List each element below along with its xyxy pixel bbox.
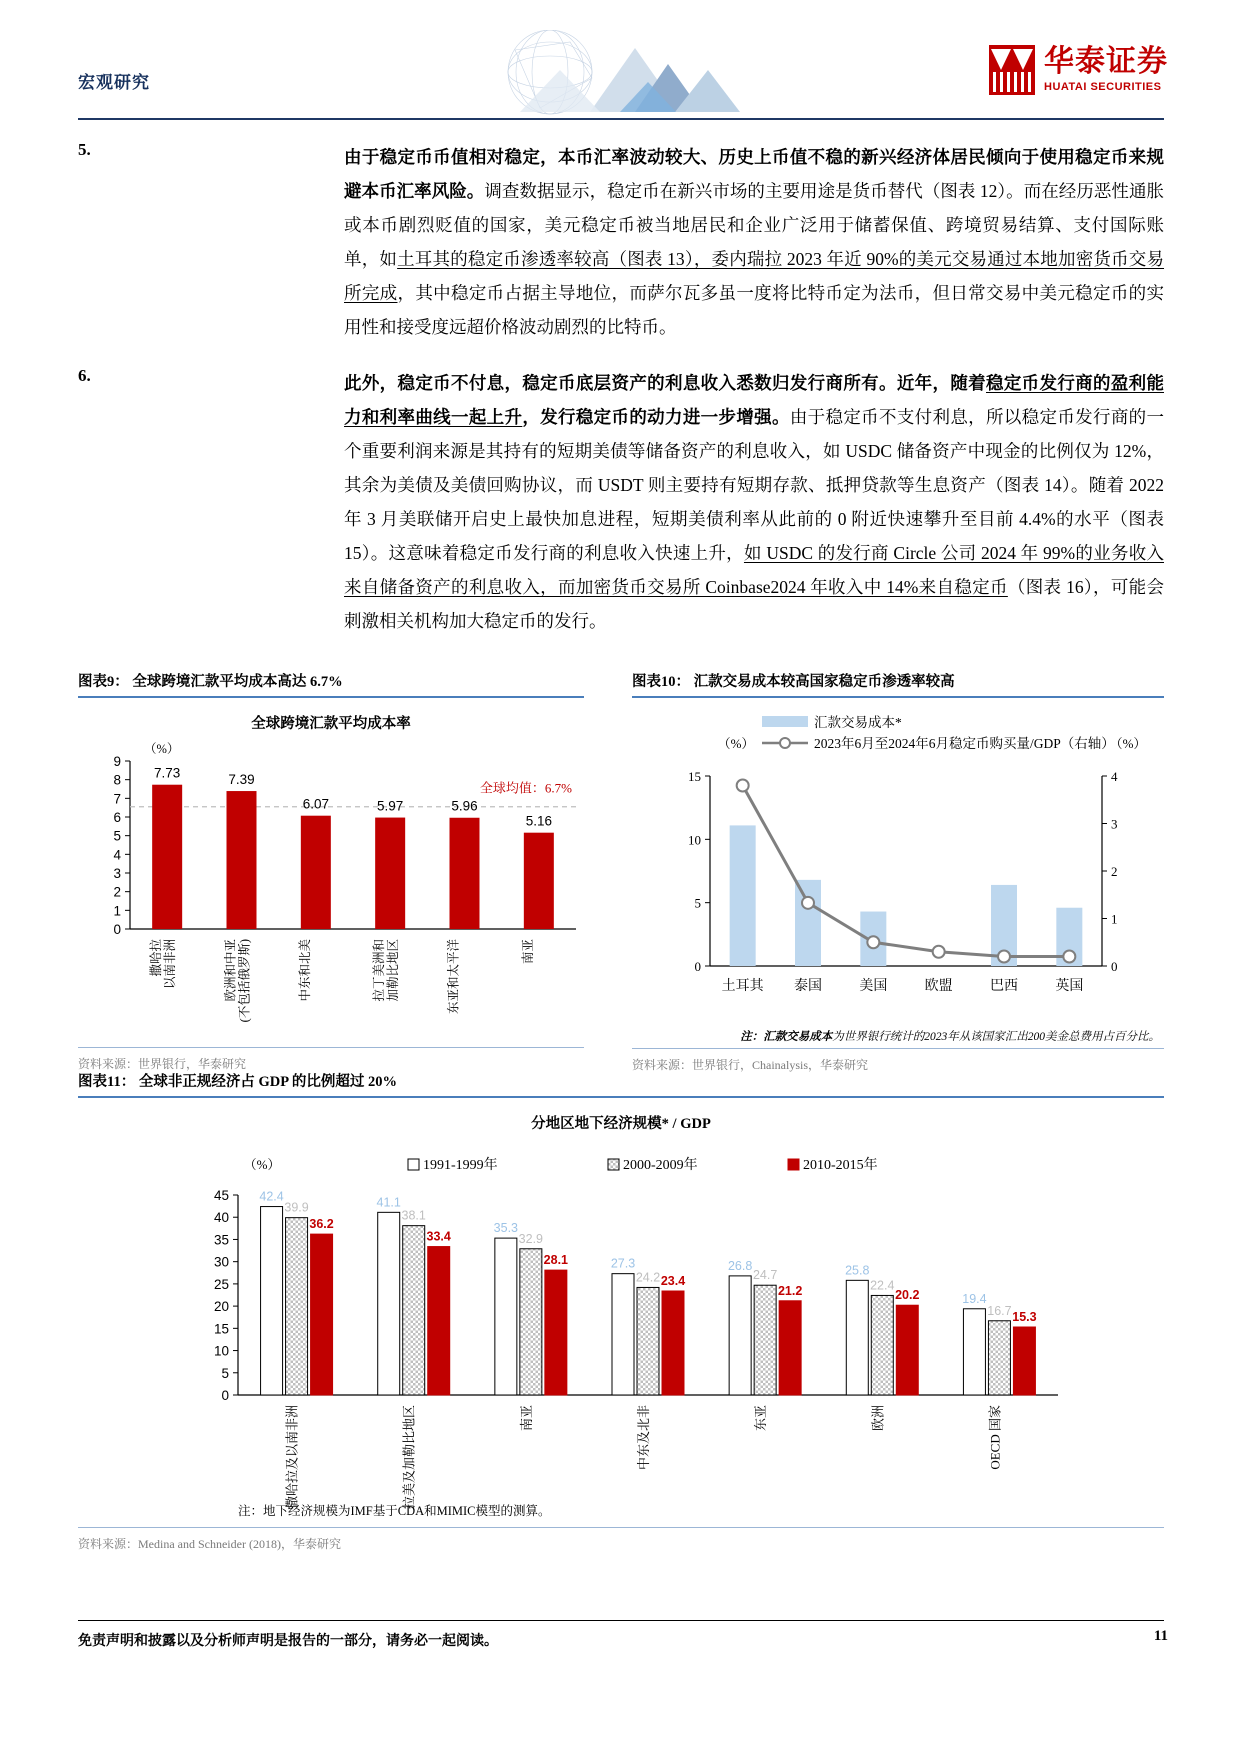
x-tick-label: 撒哈拉及以南非洲 — [284, 1405, 300, 1510]
y-tick-label: 8 — [113, 772, 121, 788]
bar-value-label: 35.3 — [493, 1221, 519, 1236]
y-tick-label: 40 — [213, 1210, 229, 1226]
y-tick-label: 0 — [221, 1388, 229, 1403]
bar-value-label: 16.7 — [987, 1303, 1012, 1318]
x-tick-label: 南亚 — [520, 939, 535, 965]
exhibit-11-source: 资料来源：Medina and Schneider (2018)，华泰研究 — [78, 1537, 341, 1551]
x-tick-label: 撒哈拉 — [149, 939, 164, 977]
exhibit-10-note-bold: 注：汇款交易成本 — [740, 1031, 833, 1043]
page-title: 宏观研究 — [78, 73, 150, 92]
footer-divider — [78, 1620, 1164, 1621]
footer-disclaimer: 免责声明和披露以及分析师声明是报告的一部分，请务必一起阅读。 — [78, 1634, 498, 1649]
bar — [846, 1280, 868, 1395]
x-tick-label: 拉美及加勒比地区 — [401, 1405, 417, 1510]
exhibit-9 — [78, 670, 584, 1072]
bar-value-label: 15.3 — [1012, 1310, 1037, 1324]
bar-value-label: 28.1 — [543, 1253, 569, 1268]
huatai-logo — [989, 45, 1168, 95]
logo-text-cn: 华泰证券 — [1044, 45, 1168, 78]
exhibit-10-label: 图表10： — [632, 674, 690, 690]
exhibit-11 — [78, 1070, 1164, 1552]
x-tick-label: 加勒比地区 — [386, 939, 401, 1002]
exhibit-9-heading: 全球跨境汇款平均成本高达 6.7% — [132, 674, 343, 690]
bar-value-label: 21.2 — [777, 1283, 803, 1298]
x-tick-label: 巴西 — [990, 979, 1018, 994]
y-tick-label: 5 — [113, 828, 121, 844]
bar — [779, 1301, 801, 1395]
paragraph-6-number: 6. — [78, 366, 91, 385]
bar-value-label: 24.7 — [752, 1268, 778, 1283]
y-tick-right: 3 — [1111, 816, 1118, 832]
exhibit-9-source: 资料来源：世界银行，华泰研究 — [78, 1057, 247, 1071]
chart-note: 注：地下经济规模为IMF基于CDA和MIMIC模型的测算。 — [238, 1504, 551, 1518]
legend-swatch — [408, 1159, 419, 1170]
bar — [612, 1274, 634, 1395]
y-tick-label: 0 — [113, 922, 121, 937]
y-tick-label: 25 — [213, 1276, 229, 1292]
y-tick-label: 1 — [113, 903, 121, 919]
exhibit-10 — [632, 670, 1164, 1073]
exhibit-9-chart-title: 全球跨境汇款平均成本率 — [251, 716, 411, 732]
bar — [520, 1249, 542, 1395]
bar-value-label: 20.2 — [895, 1288, 920, 1303]
bar-value-label: 5.16 — [525, 813, 552, 829]
line-marker — [867, 936, 879, 948]
bar — [495, 1238, 517, 1395]
bar-value-label: 33.4 — [426, 1229, 451, 1244]
header-divider — [78, 118, 1164, 120]
legend-swatch-bar — [762, 716, 808, 727]
article-body — [78, 140, 1164, 660]
x-tick-label: (不包括俄罗斯) — [237, 939, 252, 1023]
bar-value-label: 39.9 — [284, 1200, 309, 1215]
legend-swatch — [608, 1159, 619, 1170]
line-marker — [933, 946, 945, 958]
x-tick-label: 土耳其 — [721, 979, 764, 994]
y-tick-label: 45 — [213, 1188, 229, 1203]
footer-page-number: 11 — [1153, 1628, 1168, 1644]
y-axis-unit: （%） — [243, 1157, 281, 1172]
p6-rest-a: 由于稳定币不支付利息，所以稳定币发行商的一个重要利润来源是其持有的短期美债等储备资产的利息收入，如 USDC 储备资产中现金的比例仅为 12%，其余为美债及美债回购协议，而 USDT 则主要持有短期存款、抵押贷款等生息资产（图表 14）。随着 2022 年 3 月美联储开启史上最快加息进程，短期美债利率从此前的 0 附近快速攀升至目前 4.4%的水平（图表 15）。这意味着稳定币发行商的利息收入快速上升， — [344, 407, 1165, 563]
y-axis-unit: （%） — [144, 742, 180, 756]
page-header — [0, 0, 1240, 120]
bar — [1013, 1327, 1035, 1395]
x-tick-label: 东亚和太平洋 — [446, 939, 461, 1015]
exhibit-10-heading: 汇款交易成本较高国家稳定币渗透率较高 — [693, 674, 955, 690]
y-tick-label: 30 — [213, 1254, 229, 1270]
bar-value-label: 36.2 — [309, 1217, 334, 1232]
x-tick-label: 欧洲 — [870, 1405, 886, 1432]
bar — [152, 785, 182, 929]
bar-value-label: 32.9 — [518, 1231, 544, 1246]
p6-bold-lead-b: ，发行稳定币的动力进一步增强。 — [522, 407, 790, 427]
left-axis-unit: （%） — [717, 736, 755, 751]
y-tick-label: 10 — [213, 1343, 229, 1359]
y-tick-label: 2 — [113, 884, 121, 900]
paragraph-6 — [78, 366, 1164, 638]
y-tick-label: 3 — [113, 866, 121, 881]
bar — [637, 1287, 659, 1395]
legend-label: 1991-1999年 — [423, 1158, 498, 1173]
exhibit-10-title — [632, 670, 1164, 696]
y-tick-left: 5 — [694, 895, 701, 911]
y-tick-label: 9 — [113, 754, 121, 769]
p5-rest-a: 调查数据显示，稳定币在新兴市场的主要用途是货币替代（图表 12）。而在经历恶性通胀或本币剧烈贬值的国家，美元稳定币被当地居民和企业广泛用于储蓄保值、跨境贸易结算、支付国际账单，如 — [344, 181, 1165, 269]
exhibit-10-note-rest: 为世界银行统计的2023年从该国家汇出200美金总费用占百分比。 — [832, 1031, 1160, 1043]
bar — [450, 818, 480, 929]
x-tick-label: 以南非洲 — [163, 939, 178, 990]
x-tick-label: OECD 国家 — [987, 1405, 1003, 1470]
y-tick-left: 10 — [688, 832, 701, 848]
bar-value-label: 26.8 — [727, 1258, 753, 1273]
bar — [662, 1291, 684, 1395]
bar — [963, 1309, 985, 1395]
bar-value-label: 6.07 — [302, 796, 329, 812]
y-tick-right: 1 — [1111, 911, 1118, 927]
bar-value-label: 19.4 — [962, 1291, 987, 1306]
bar — [754, 1285, 776, 1395]
bar-value-label: 7.39 — [228, 772, 255, 788]
legend-label: 2010-2015年 — [803, 1158, 878, 1173]
p5-underline: 土耳其的稳定币渗透率较高（图表 13），委内瑞拉 2023 年近 90%的美元交易通过本地加密货币交易所完成 — [344, 249, 1165, 303]
x-tick-label: 东亚 — [753, 1405, 769, 1432]
paragraph-5 — [78, 140, 1164, 344]
paragraph-5-number: 5. — [78, 140, 91, 159]
y-tick-label: 20 — [213, 1299, 229, 1315]
bar — [286, 1218, 308, 1395]
x-tick-label: 中东及北非 — [636, 1405, 651, 1471]
legend-label-bar: 汇款交易成本* — [814, 715, 902, 730]
line-marker — [998, 951, 1010, 963]
bar-value-label: 24.2 — [635, 1270, 661, 1285]
exhibit-9-title — [78, 670, 584, 696]
exhibit-9-chart — [78, 733, 584, 1043]
paragraph-5-text — [344, 140, 1164, 344]
p5-bold-lead: 由于稳定币币值相对稳定，本币汇率波动较大、历史上币值不稳的新兴经济体居民倾向于使用稳定币来规避本币汇率风险。 — [344, 147, 1164, 201]
bar — [375, 818, 405, 929]
bar-value-label: 41.1 — [376, 1195, 401, 1210]
x-tick-label: 欧盟 — [924, 979, 953, 994]
p6-bold-underline: 稳定币发行商的盈利能力和利率曲线一起上升 — [344, 373, 1164, 427]
p6-bold-lead-a: 此外，稳定币不付息，稳定币底层资产的利息收入悉数归发行商所有。近年，随着 — [344, 373, 986, 393]
line-marker — [1063, 951, 1075, 963]
bar — [378, 1212, 400, 1395]
header-decoration-graphic — [420, 30, 840, 120]
y-tick-label: 4 — [113, 847, 121, 863]
bar — [227, 791, 257, 929]
x-tick-label: 南亚 — [518, 1405, 534, 1432]
average-annotation: 全球均值：6.7% — [479, 780, 572, 796]
paragraph-6-text — [344, 366, 1164, 638]
line-marker — [737, 780, 749, 792]
legend-label-line: 2023年6月至2024年6月稳定币购买量/GDP（右轴） — [814, 736, 1115, 751]
bar — [871, 1295, 893, 1395]
bar-value-label: 25.8 — [845, 1263, 870, 1278]
p6-underline: 如 USDC 的发行商 Circle 公司 2024 年 99%的业务收入来自储备资产的利息收入，而加密货币交易所 Coinbase2024 年收入中 14%来自稳定币 — [344, 543, 1164, 597]
bar-value-label: 22.4 — [870, 1278, 895, 1293]
bar — [261, 1207, 283, 1395]
x-tick-label: 欧洲和中亚 — [223, 939, 238, 1002]
exhibit-9-label: 图表9： — [78, 674, 129, 690]
bar — [795, 880, 821, 966]
bar — [730, 825, 756, 966]
bar — [403, 1226, 425, 1395]
exhibit-11-title — [78, 1070, 1164, 1096]
exhibit-11-chart — [78, 1133, 1164, 1523]
bar — [301, 816, 331, 929]
bar-value-label: 7.73 — [154, 765, 181, 781]
bar — [524, 833, 554, 929]
exhibit-10-source: 资料来源：世界银行，Chainalysis，华泰研究 — [632, 1058, 868, 1072]
y-tick-label: 6 — [113, 810, 121, 825]
line-marker — [802, 897, 814, 909]
p6-rest-b: （图表 16），可能会刺激相关机构加大稳定币的发行。 — [344, 577, 1164, 631]
x-tick-label: 中东和北美 — [297, 939, 312, 1002]
exhibit-11-label: 图表11： — [78, 1074, 136, 1090]
bar-value-label: 27.3 — [610, 1256, 636, 1271]
huatai-logo-icon — [989, 45, 1035, 95]
y-tick-label: 5 — [221, 1365, 229, 1381]
bar — [896, 1305, 918, 1395]
x-tick-label: 拉丁美洲和 — [372, 939, 387, 1002]
bar — [428, 1247, 450, 1395]
y-tick-right: 4 — [1111, 769, 1118, 784]
y-tick-right: 0 — [1111, 959, 1118, 974]
x-tick-label: 泰国 — [794, 979, 822, 994]
y-tick-left: 15 — [688, 769, 701, 784]
bar-value-label: 23.4 — [660, 1274, 686, 1288]
y-tick-label: 15 — [213, 1321, 229, 1337]
p5-rest-b: ，其中稳定币占据主导地位，而萨尔瓦多虽一度将比特币定为法币，但日常交易中美元稳定币的实用性和接受度远超价格波动剧烈的比特币。 — [344, 283, 1164, 337]
bar — [311, 1234, 333, 1395]
exhibit-11-heading: 全球非正规经济占 GDP 的比例超过 20% — [138, 1074, 398, 1090]
bar-value-label: 5.97 — [377, 798, 404, 814]
exhibit-10-note — [632, 1028, 1164, 1044]
logo-text-en: HUATAI SECURITIES — [1044, 81, 1162, 93]
y-tick-label: 7 — [113, 791, 121, 807]
bar-value-label: 38.1 — [401, 1208, 426, 1223]
line-series — [743, 786, 1070, 957]
bar — [545, 1270, 567, 1395]
bar — [988, 1321, 1010, 1395]
legend-marker — [780, 738, 790, 748]
y-tick-left: 0 — [694, 959, 701, 974]
legend-swatch — [788, 1159, 799, 1170]
y-tick-right: 2 — [1111, 864, 1118, 879]
exhibit-10-chart — [632, 698, 1164, 1028]
x-tick-label: 英国 — [1055, 979, 1084, 994]
legend-label: 2000-2009年 — [623, 1158, 698, 1173]
bar-value-label: 5.96 — [451, 798, 478, 814]
x-tick-label: 美国 — [859, 979, 888, 994]
right-axis-unit: （%） — [1109, 736, 1147, 751]
bar-value-label: 42.4 — [259, 1189, 284, 1204]
y-tick-label: 35 — [213, 1232, 229, 1248]
bar — [729, 1276, 751, 1395]
exhibit-11-chart-title: 分地区地下经济规模* / GDP — [531, 1116, 711, 1132]
